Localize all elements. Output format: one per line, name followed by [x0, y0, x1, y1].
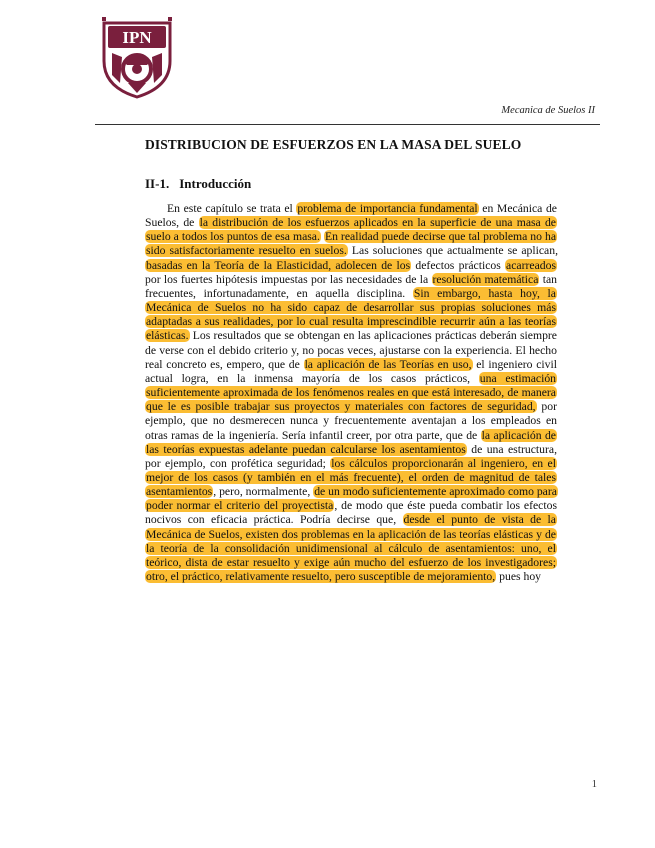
- text-segment: En este capítulo se trata el: [167, 202, 297, 215]
- highlighted-text: Sin embargo, hasta hoy, la Mecánica de Suelos no ha sido capaz de desarrollar sus propias soluciones más adaptadas a sus realidades, por lo cual resulta imprescindible recurrir aún a las teorías elásticas.: [146, 286, 556, 343]
- text-segment: Las soluciones que actualmente se aplican,: [347, 244, 559, 258]
- logo-lettering: IPN: [122, 28, 152, 47]
- highlighted-text: la aplicación de las teorías expuestas adelante puedan calcularse los asentamientos: [146, 428, 556, 456]
- highlighted-text: basadas en la Teoría de la Elasticidad, adolecen de los: [146, 258, 411, 272]
- highlighted-text: resolución matemática: [432, 272, 539, 286]
- section-number: II-1.: [145, 176, 170, 191]
- header-divider: [95, 124, 600, 125]
- highlighted-text: En realidad puede decirse que tal problema no ha sido satisfactoriamente resuelto en suelos.: [146, 230, 557, 258]
- text-segment: , pero, normalmente,: [213, 485, 314, 499]
- text-segment: por los fuertes hipótesis impuestas por las necesidades de la: [145, 272, 432, 286]
- text-segment: , de modo que éste pueda combatir los efectos nocivos con eficacia práctica. Podría decirse que,: [145, 499, 558, 527]
- text-segment: en Mecánica de Suelos, de: [145, 202, 557, 230]
- text-segment: el ingeniero civil actual logra, en la inmensa mayoría de los casos prácticos,: [145, 357, 557, 385]
- running-header: Mecanica de Suelos II: [501, 105, 595, 116]
- body-paragraph: [145, 202, 557, 584]
- text-segment: de una estructura, por ejemplo, con profética seguridad;: [145, 442, 557, 470]
- text-segment: Los resultados que se obtengan en las aplicaciones prácticas deberán siempre de verse con el debido criterio y, no pocas veces, ajustarse con la experiencia. El hecho real concreto es, empero, que de: [145, 329, 557, 371]
- ipn-logo: [98, 13, 176, 99]
- chapter-title: DISTRIBUCION DE ESFUERZOS EN LA MASA DEL SUELO: [145, 137, 522, 152]
- body-text: [145, 202, 557, 584]
- text-segment: tan frecuentes, infortunadamente, en aquella disciplina.: [145, 272, 558, 300]
- highlighted-text: la distribución de los esfuerzos aplicados en la superficie de una masa de suelo a todos los puntos de esa masa.: [146, 216, 556, 244]
- highlighted-text: acarreados: [506, 258, 557, 272]
- highlighted-text: problema de importancia fundamental: [297, 202, 478, 215]
- highlighted-text: de un modo suficientemente aproximado como para poder normar el criterio del proyectista: [146, 485, 557, 513]
- highlighted-text: la aplicación de las Teorías en uso,: [304, 357, 472, 371]
- text-segment: defectos prácticos: [411, 258, 506, 272]
- text-segment: por ejemplo, que no desmerecen nunca y frecuentemente aventajan a los empleados en otras ramas de la ingeniería. Sería infantil creer, por otra parte, que de: [145, 400, 557, 442]
- text-segment: pues hoy: [496, 570, 542, 584]
- section-title: Introducción: [179, 176, 252, 191]
- page-number: 1: [591, 779, 597, 790]
- highlighted-text: desde el punto de vista de la Mecánica de Suelos, existen dos problemas en la aplicación de las teorías elásticas y de la teoría de la consolidación unidimensional al cálculo de asentamientos: uno, el teórico, dista de estar resuelto y exige aún mucho del esfuerzo de los investigadores; otro, el práctico, relativamente resuelto, pero susceptible de mejoramiento,: [146, 513, 556, 584]
- highlighted-text: los cálculos proporcionarán al ingeniero, en el mejor de los casos (y también en el más frecuente), el orden de magnitud de tales asentamientos: [146, 456, 556, 499]
- section-heading: [145, 176, 251, 192]
- highlighted-text: una estimación suficientemente aproximada de los fenómenos reales en que está interesado, de manera que le es posible trabajar sus proyectos y materiales con factores de seguridad,: [146, 371, 556, 414]
